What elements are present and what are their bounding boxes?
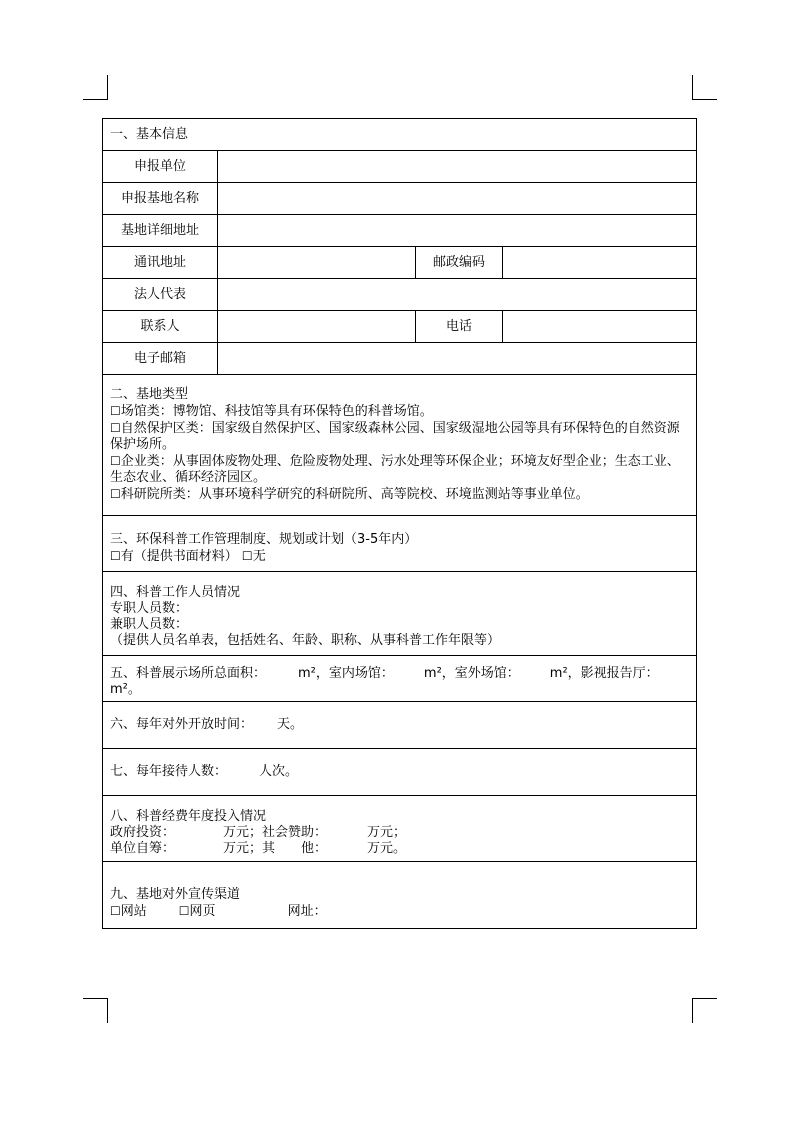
area-section (103, 656, 697, 702)
funding-section (103, 796, 697, 862)
basic-info-heading-row (103, 119, 697, 151)
crop-mark-top-left (83, 75, 108, 100)
base-type-option-research[interactable]: ☐科研院所类：从事环境科学研究的科研院所、高等院校、环境监测站等事业单位。 (110, 487, 589, 502)
management-heading: 三、环保科普工作管理制度、规划或计划（3-5年内） (110, 532, 418, 547)
crop-mark-bottom-left (83, 998, 108, 1023)
publicity-webpage-label: 网页 (189, 903, 216, 919)
funding-row (103, 796, 697, 862)
checkbox-icon[interactable]: ☐ (110, 454, 121, 468)
crop-mark-bottom-right (692, 998, 717, 1023)
legal-rep-row (103, 279, 697, 311)
legal-rep-field[interactable] (218, 279, 697, 311)
base-name-row (103, 183, 697, 215)
publicity-section (103, 862, 697, 929)
funding-line-1: 政府投资： 万元；社会赞助： 万元； (110, 824, 407, 840)
contact-field[interactable] (218, 311, 416, 343)
mail-address-field[interactable] (218, 247, 416, 279)
area-line-2: m²。 (110, 681, 141, 697)
base-address-row (103, 215, 697, 247)
checkbox-no-icon[interactable]: ☐ (241, 549, 253, 563)
applicant-label: 申报单位 (103, 151, 218, 183)
email-label: 电子邮箱 (103, 343, 218, 375)
open-time-label: 六、每年对外开放时间： (110, 717, 254, 732)
publicity-website-label: 网站 (120, 903, 147, 919)
management-no-label: 无 (252, 549, 266, 564)
management-options (110, 548, 689, 565)
mail-address-label: 通讯地址 (103, 247, 218, 279)
base-type-heading: 二、基地类型 (110, 387, 189, 402)
staff-row (103, 572, 697, 656)
basic-info-heading: 一、基本信息 (103, 119, 697, 151)
open-time-unit: 天。 (277, 717, 304, 732)
mail-address-row (103, 247, 697, 279)
funding-heading: 八、科普经费年度投入情况 (110, 808, 267, 824)
phone-field[interactable] (503, 311, 697, 343)
applicant-row (103, 151, 697, 183)
open-time-section (103, 702, 697, 749)
visitors-section (103, 749, 697, 796)
postcode-field[interactable] (503, 247, 697, 279)
publicity-row (103, 862, 697, 929)
base-type-option-reserve[interactable]: ☐自然保护区类：国家级自然保护区、国家级森林公园、国家级湿地公园等具有环保特色的自然资源保护场所。 (110, 421, 680, 452)
management-section (103, 516, 697, 572)
contact-row (103, 311, 697, 343)
visitors-row (103, 749, 697, 796)
crop-mark-top-right (692, 75, 717, 100)
applicant-field[interactable] (218, 151, 697, 183)
publicity-url-label: 网址： (287, 903, 327, 919)
checkbox-webpage-icon[interactable]: ☐ (178, 903, 190, 918)
checkbox-website-icon[interactable]: ☐ (110, 903, 121, 918)
base-type-row (103, 375, 697, 516)
postcode-label: 邮政编码 (416, 247, 503, 279)
base-type-option-enterprise[interactable]: ☐企业类：从事固体废物处理、危险废物处理、污水处理等环保企业；环境友好型企业；生态工业、生态农业、循环经济园区。 (110, 454, 680, 485)
staff-fulltime: 专职人员数： (110, 601, 189, 616)
base-type-section (103, 375, 697, 516)
checkbox-icon[interactable]: ☐ (110, 487, 121, 501)
open-time-row (103, 702, 697, 749)
management-yes-label: 有（提供书面材料） (120, 549, 238, 564)
staff-heading: 四、科普工作人员情况 (110, 585, 241, 600)
legal-rep-label: 法人代表 (103, 279, 218, 311)
staff-section (103, 572, 697, 656)
contact-label: 联系人 (103, 311, 218, 343)
email-field[interactable] (218, 343, 697, 375)
email-row (103, 343, 697, 375)
management-row (103, 516, 697, 572)
base-name-label: 申报基地名称 (103, 183, 218, 215)
checkbox-icon[interactable]: ☐ (110, 404, 121, 418)
staff-parttime: 兼职人员数： (110, 617, 189, 632)
area-row (103, 656, 697, 702)
base-address-field[interactable] (218, 215, 697, 247)
base-type-option-venue[interactable]: ☐场馆类：博物馆、科技馆等具有环保特色的科普场馆。 (110, 404, 433, 419)
visitors-label: 七、每年接待人数： (110, 764, 228, 779)
visitors-unit: 人次。 (259, 764, 299, 779)
base-address-label: 基地详细地址 (103, 215, 218, 247)
phone-label: 电话 (416, 311, 503, 343)
checkbox-yes-icon[interactable]: ☐ (110, 549, 121, 563)
base-name-field[interactable] (218, 183, 697, 215)
checkbox-icon[interactable]: ☐ (110, 421, 121, 435)
funding-line-2: 单位自筹： 万元；其 他： 万元。 (110, 840, 407, 856)
publicity-options (110, 903, 689, 920)
publicity-heading: 九、基地对外宣传渠道 (110, 886, 241, 902)
staff-note: （提供人员名单表，包括姓名、年龄、职称、从事科普工作年限等） (110, 633, 501, 648)
area-line: 五、科普展示场所总面积： m²，室内场馆： m²，室外场馆： m²，影视报告厅： (110, 665, 659, 681)
application-form (102, 118, 697, 929)
